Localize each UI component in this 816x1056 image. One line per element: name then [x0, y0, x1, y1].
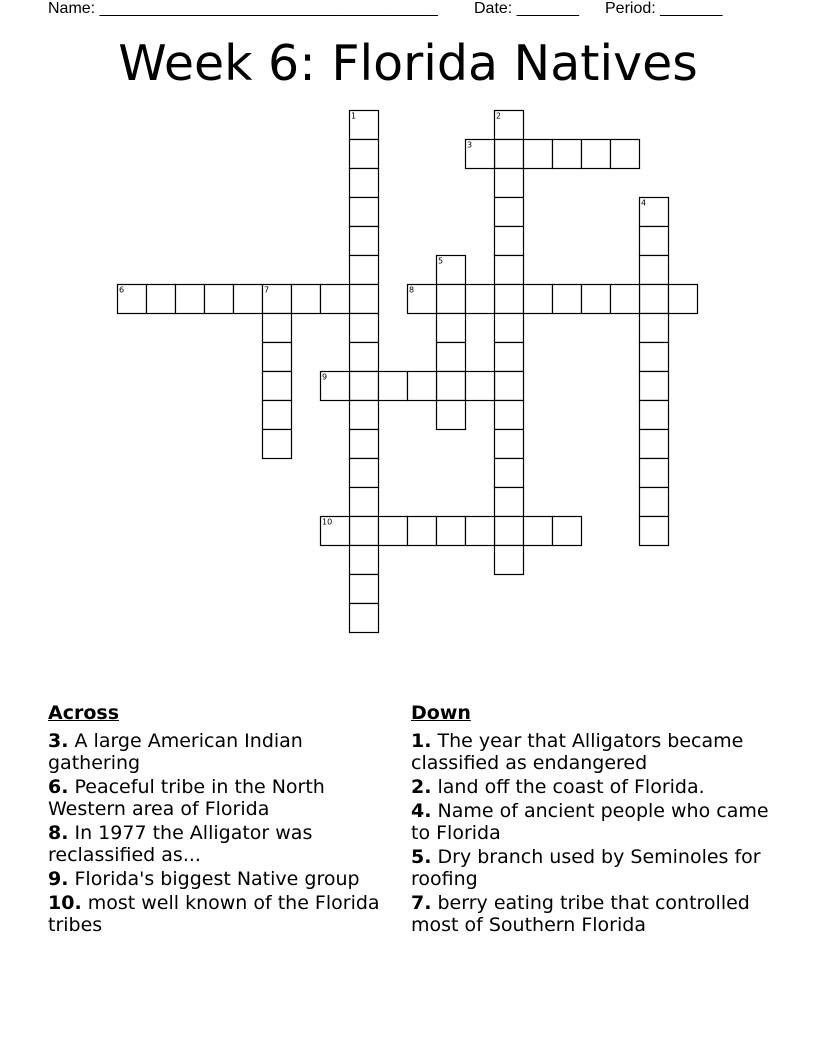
across-clue: [48, 776, 393, 820]
grid-cell[interactable]: [495, 546, 524, 575]
grid-cell[interactable]: [147, 285, 176, 314]
grid-cell[interactable]: [495, 372, 524, 401]
grid-cell[interactable]: [495, 169, 524, 198]
grid-cell[interactable]: [495, 430, 524, 459]
clue-number: 3.: [48, 730, 69, 752]
down-clue: [411, 800, 781, 844]
clue-number: 1.: [411, 730, 432, 752]
grid-cell[interactable]: [640, 459, 669, 488]
grid-cell[interactable]: [263, 343, 292, 372]
clue-number: 5.: [411, 846, 432, 868]
grid-cell[interactable]: [350, 314, 379, 343]
clue-text: In 1977 the Alligator was reclassified as...: [48, 822, 313, 866]
down-heading: Down: [411, 702, 471, 724]
grid-cell[interactable]: [350, 604, 379, 633]
down-clue: [411, 846, 781, 890]
clue-number: 10.: [48, 892, 82, 914]
across-clue: [48, 892, 393, 936]
grid-cell[interactable]: [292, 285, 321, 314]
grid-cell[interactable]: [350, 198, 379, 227]
grid-cell[interactable]: [466, 285, 495, 314]
grid-cell[interactable]: [263, 430, 292, 459]
grid-cell[interactable]: [408, 517, 437, 546]
clue-number-label: 7: [264, 285, 270, 295]
grid-cell[interactable]: [437, 372, 466, 401]
grid-cell[interactable]: [495, 488, 524, 517]
clue-number: 8.: [48, 822, 69, 844]
grid-cell[interactable]: [437, 343, 466, 372]
grid-cell[interactable]: [640, 488, 669, 517]
across-clue: [48, 730, 393, 774]
grid-cell[interactable]: [495, 459, 524, 488]
clue-text: Dry branch used by Seminoles for roofing: [411, 846, 761, 890]
down-clue: [411, 730, 781, 774]
grid-cell[interactable]: [640, 517, 669, 546]
grid-cell[interactable]: [495, 285, 524, 314]
grid-cell[interactable]: [350, 285, 379, 314]
grid-cell[interactable]: [466, 517, 495, 546]
grid-cell[interactable]: [582, 285, 611, 314]
down-clue: [411, 892, 781, 936]
grid-cell[interactable]: [640, 314, 669, 343]
grid-cell[interactable]: [495, 198, 524, 227]
grid-cell[interactable]: [495, 140, 524, 169]
grid-cell[interactable]: [379, 517, 408, 546]
grid-cell[interactable]: [437, 401, 466, 430]
grid-cell[interactable]: [582, 140, 611, 169]
grid-cell[interactable]: [350, 430, 379, 459]
clue-number: 7.: [411, 892, 432, 914]
grid-cell[interactable]: [524, 517, 553, 546]
across-clue: [48, 868, 393, 890]
grid-cell[interactable]: [234, 285, 263, 314]
clue-number-label: 5: [438, 256, 444, 266]
grid-cell[interactable]: [379, 372, 408, 401]
clue-number: 6.: [48, 776, 69, 798]
clue-text: Name of ancient people who came to Florida: [411, 800, 769, 844]
grid-cell[interactable]: [524, 285, 553, 314]
clue-number-label: 4: [641, 198, 647, 208]
grid-cell[interactable]: [640, 430, 669, 459]
grid-cell[interactable]: [553, 140, 582, 169]
grid-cell[interactable]: [350, 488, 379, 517]
clue-text: most well known of the Florida tribes: [48, 892, 380, 936]
date-field[interactable]: Date: _______: [474, 0, 579, 17]
grid-cell[interactable]: [495, 227, 524, 256]
clue-number-label: 3: [467, 140, 473, 150]
grid-cell[interactable]: [495, 256, 524, 285]
grid-cell[interactable]: [437, 517, 466, 546]
grid-cell[interactable]: [350, 140, 379, 169]
clue-number: 4.: [411, 800, 432, 822]
across-clues: [48, 702, 393, 938]
clue-number: 2.: [411, 776, 432, 798]
grid-cell[interactable]: [640, 343, 669, 372]
clue-number: 9.: [48, 868, 69, 890]
grid-cell[interactable]: [205, 285, 234, 314]
grid-cell[interactable]: [263, 401, 292, 430]
clue-number-label: 1: [351, 111, 357, 121]
grid-cell[interactable]: [176, 285, 205, 314]
grid-cell[interactable]: [669, 285, 698, 314]
clue-text: The year that Alligators became classified as endangered: [411, 730, 744, 774]
grid-cell[interactable]: [640, 227, 669, 256]
grid-cell[interactable]: [640, 372, 669, 401]
name-field[interactable]: Name: ______________________________________: [48, 0, 438, 17]
across-heading: Across: [48, 702, 120, 724]
grid-cell[interactable]: [408, 372, 437, 401]
clue-text: A large American Indian gathering: [48, 730, 303, 774]
grid-cell[interactable]: [350, 459, 379, 488]
grid-cell[interactable]: [350, 575, 379, 604]
grid-cell[interactable]: [350, 372, 379, 401]
grid-cell[interactable]: [263, 372, 292, 401]
grid-cell[interactable]: [350, 256, 379, 285]
clue-number-label: 8: [409, 285, 415, 295]
grid-cell[interactable]: [350, 227, 379, 256]
grid-cell[interactable]: [495, 314, 524, 343]
clue-number-label: 10: [322, 517, 333, 527]
grid-cell[interactable]: [495, 343, 524, 372]
grid-cell[interactable]: [640, 256, 669, 285]
clue-text: Peaceful tribe in the North Western area of Florida: [48, 776, 325, 820]
grid-cell[interactable]: [350, 546, 379, 575]
grid-cell[interactable]: [350, 343, 379, 372]
grid-cell[interactable]: [640, 285, 669, 314]
grid-cell[interactable]: [611, 285, 640, 314]
grid-cell[interactable]: [437, 314, 466, 343]
clue-text: berry eating tribe that controlled most of Southern Florida: [411, 892, 750, 936]
clue-number-label: 9: [322, 372, 328, 382]
grid-cell[interactable]: [466, 372, 495, 401]
grid-cell[interactable]: [437, 285, 466, 314]
grid-cell[interactable]: [350, 169, 379, 198]
across-clue: [48, 822, 393, 866]
grid-cell[interactable]: [321, 285, 350, 314]
period-field[interactable]: Period: _______: [605, 0, 723, 17]
grid-cell[interactable]: [263, 314, 292, 343]
down-clue: [411, 776, 781, 798]
clue-text: Florida's biggest Native group: [74, 868, 360, 890]
grid-cell[interactable]: [553, 285, 582, 314]
grid-cell[interactable]: [611, 140, 640, 169]
page-title: Week 6: Florida Natives: [118, 35, 698, 92]
grid-cell[interactable]: [640, 401, 669, 430]
clue-text: land off the coast of Florida.: [437, 776, 705, 798]
grid-cell[interactable]: [495, 401, 524, 430]
clue-number-label: 6: [119, 285, 125, 295]
grid-cell[interactable]: [553, 517, 582, 546]
grid-cell[interactable]: [495, 517, 524, 546]
down-clues: [411, 702, 781, 938]
clue-number-label: 2: [496, 111, 502, 121]
grid-cell[interactable]: [350, 517, 379, 546]
grid-cell[interactable]: [524, 140, 553, 169]
grid-cell[interactable]: [350, 401, 379, 430]
